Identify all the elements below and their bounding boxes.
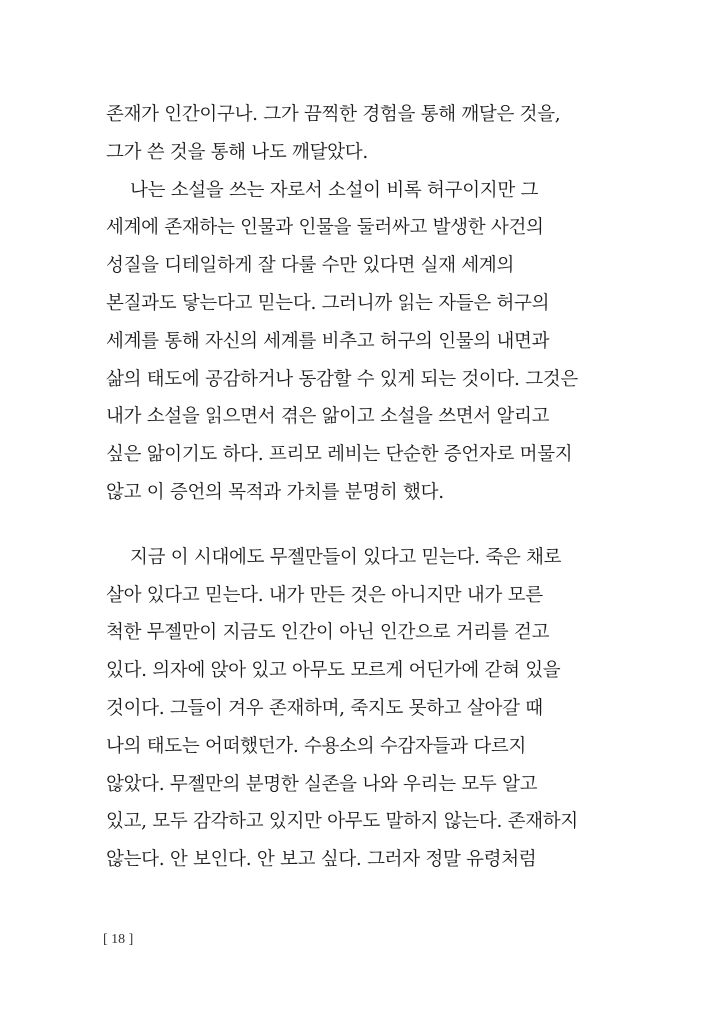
- paragraph-1: [106, 96, 596, 172]
- text-line: 척한 무젤만이 지금도 인간이 아닌 인간으로 거리를 걷고: [106, 622, 550, 644]
- text-line: 삶의 태도에 공감하거나 동감할 수 있게 되는 것이다. 그것은: [106, 368, 578, 390]
- text-line: 내가 소설을 읽으면서 겪은 앎이고 소설을 쓰면서 알리고: [106, 406, 550, 428]
- text-line: 있고, 모두 감각하고 있지만 아무도 말하지 않는다. 존재하지: [106, 811, 578, 833]
- text-line: 않는다. 안 보인다. 안 보고 싶다. 그러자 정말 유령처럼: [106, 849, 537, 871]
- text-line: 나의 태도는 어떠했던가. 수용소의 수감자들과 다르지: [106, 735, 527, 757]
- text-line: 본질과도 닿는다고 믿는다. 그러니까 읽는 자들은 허구의: [106, 292, 550, 314]
- text-line: 나는 소설을 쓰는 자로서 소설이 비록 허구이지만 그: [130, 179, 539, 201]
- text-line: 그가 쓴 것을 통해 나도 깨달았다.: [106, 141, 368, 163]
- text-line: 세계를 통해 자신의 세계를 비추고 허구의 인물의 내면과: [106, 330, 550, 352]
- paragraph-gap: [106, 512, 596, 539]
- page-number: [ 18 ]: [103, 932, 134, 947]
- text-line: 싶은 앎이기도 하다. 프리모 레비는 단순한 증언자로 머물지: [106, 444, 573, 466]
- text-line: 세계에 존재하는 인물과 인물을 둘러싸고 발생한 사건의: [106, 217, 544, 239]
- page-body: [106, 96, 596, 879]
- paragraph-3: [106, 539, 596, 879]
- text-line: 지금 이 시대에도 무젤만들이 있다고 믿는다. 죽은 채로: [130, 546, 562, 568]
- paragraph-2: [106, 172, 596, 512]
- text-line: 있다. 의자에 앉아 있고 아무도 모르게 어딘가에 갇혀 있을: [106, 660, 561, 682]
- text-line: 것이다. 그들이 겨우 존재하며, 죽지도 못하고 살아갈 때: [106, 697, 543, 719]
- text-line: 않았다. 무젤만의 분명한 실존을 나와 우리는 모두 알고: [106, 773, 538, 795]
- text-line: 존재가 인간이구나. 그가 끔찍한 경험을 통해 깨달은 것을,: [106, 104, 561, 125]
- text-line: 성질을 디테일하게 잘 다룰 수만 있다면 실재 세계의: [106, 255, 515, 277]
- text-line: 않고 이 증언의 목적과 가치를 분명히 했다.: [106, 481, 444, 503]
- text-line: 살아 있다고 믿는다. 내가 만든 것은 아니지만 내가 모른: [106, 584, 543, 606]
